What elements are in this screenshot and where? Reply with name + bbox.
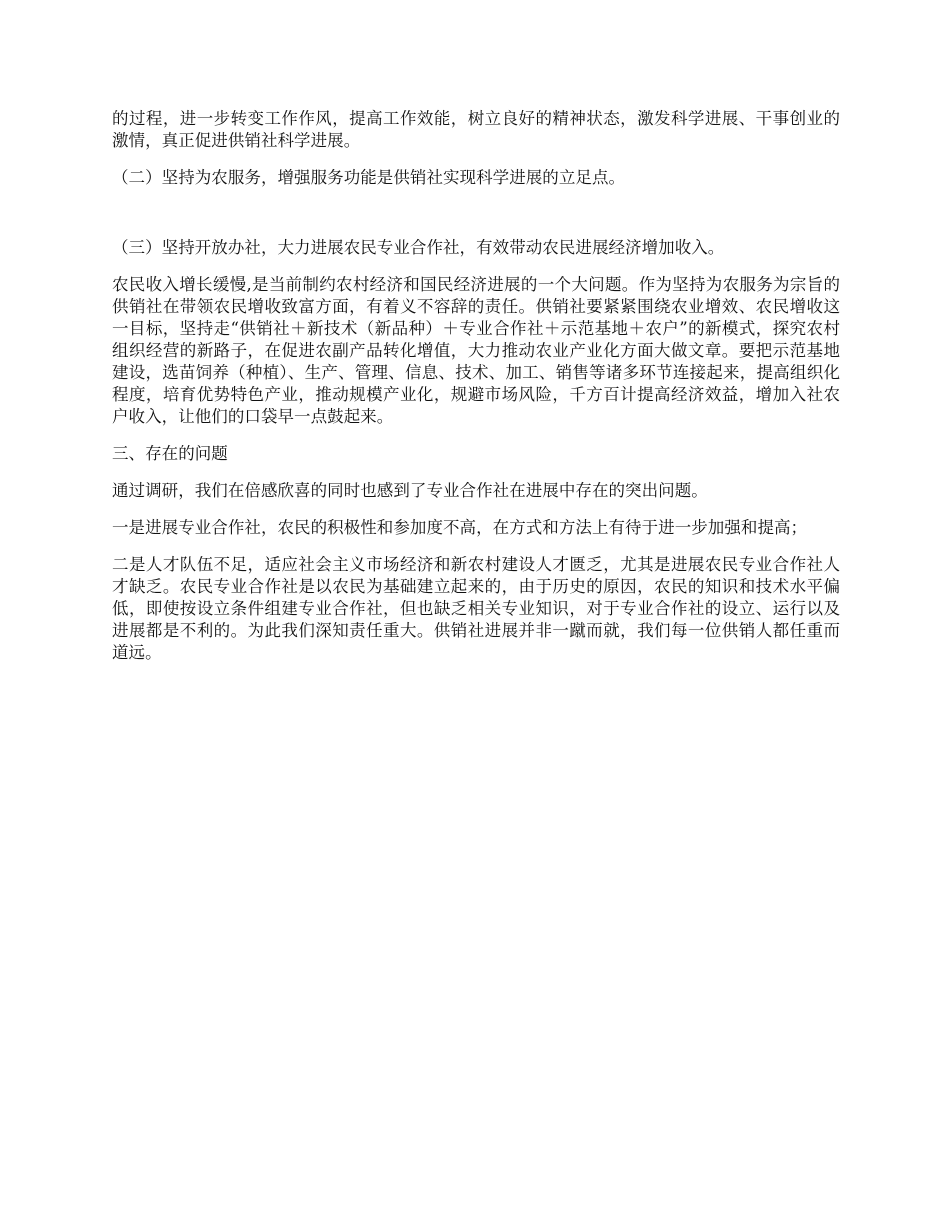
paragraph-problem-2: 二是人才队伍不足，适应社会主义市场经济和新农村建设人才匮乏，尤其是进展农民专业合作社人才缺乏。农民专业合作社是以农民为基础建立起来的，由于历史的原因，农民的知识和技术水平偏低，即使按设立条件组建专业合作社，但也缺乏相关专业知识，对于专业合作社的设立、运行以及进展都是不利的。为此我们深知责任重大。供销社进展并非一蹴而就，我们每一位供销人都任重而道远。 [112, 555, 840, 662]
document-body [112, 108, 840, 664]
subheading-3: （三）坚持开放办社，大力进展农民专业合作社，有效带动农民进展经济增加收入。 [112, 238, 725, 257]
paragraph-continuation: 的过程，进一步转变工作作风，提高工作效能，树立良好的精神状态，激发科学进展、干事创业的激情，真正促进供销社科学进展。 [112, 109, 840, 150]
subheading-2: （二）坚持为农服务，增强服务功能是供销社实现科学进展的立足点。 [112, 168, 626, 187]
paragraph-survey: 通过调研，我们在倍感欣喜的同时也感到了专业合作社在进展中存在的突出问题。 [112, 481, 708, 500]
paragraph-problem-1: 一是进展专业合作社，农民的积极性和参加度不高，在方式和方法上有待于进一步加强和提高； [112, 518, 808, 537]
paragraph-farmer-income: 农民收入增长缓慢,是当前制约农村经济和国民经济进展的一个大问题。作为坚持为农服务为宗旨的供销社在带领农民增收致富方面，有着义不容辞的责任。供销社要紧紧围绕农业增效、农民增收这一目标，坚持走“供销社＋新技术（新品种）＋专业合作社＋示范基地＋农户”的新模式，探究农村组织经营的新路子，在促进农副产品转化增值，大力推动农业产业化方面大做文章。要把示范基地建设，选苗饲养（种植）、生产、管理、信息、技术、加工、销售等诸多环节连接起来，提高组织化程度，培育优势特色产业，推动规模产业化，规避市场风险，千方百计提高经济效益，增加入社农户收入，让他们的口袋早一点鼓起来。 [112, 275, 840, 426]
section-heading-problems: 三、存在的问题 [112, 444, 228, 463]
